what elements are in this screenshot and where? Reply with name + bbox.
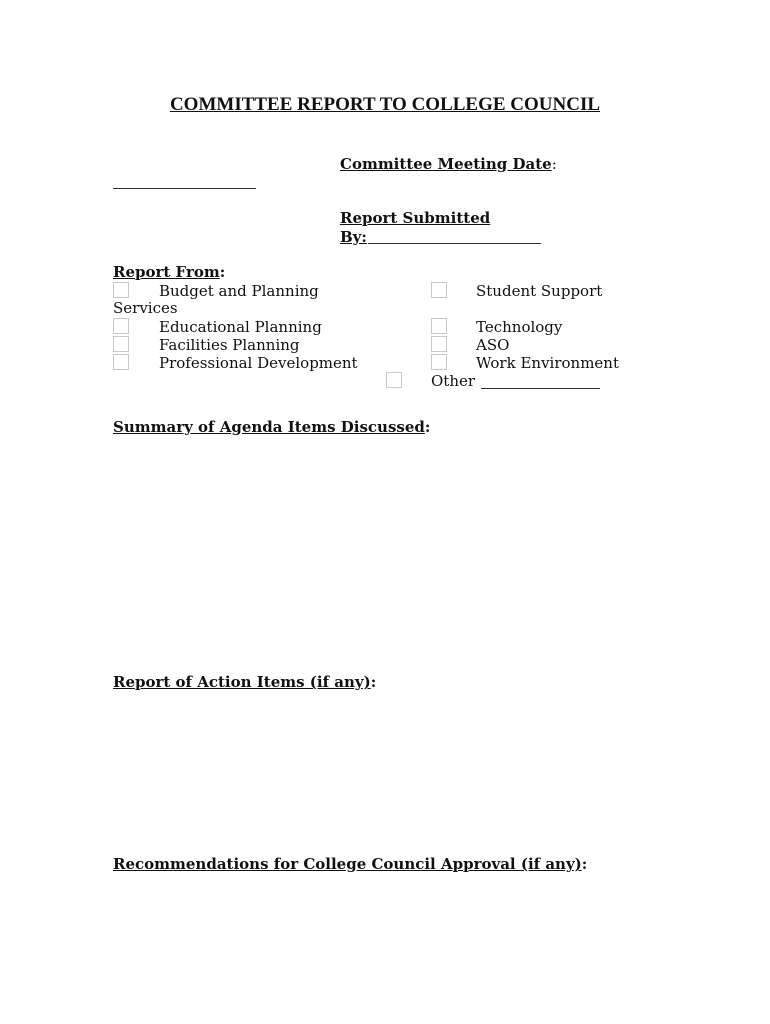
document-title: COMMITTEE REPORT TO COLLEGE COUNCIL xyxy=(169,94,601,115)
checkbox-educational-planning[interactable] xyxy=(113,318,129,334)
checkbox-work-environment[interactable] xyxy=(431,354,447,370)
action-heading xyxy=(113,673,376,691)
recommendations-colon: : xyxy=(581,855,588,873)
option-work-environment: Work Environment xyxy=(476,354,619,372)
option-student-support: Student Support xyxy=(476,282,603,300)
other-field[interactable] xyxy=(481,388,600,389)
recommendations-heading xyxy=(113,855,587,873)
option-budget-line1: Budget and Planning xyxy=(159,282,319,300)
option-professional-development: Professional Development xyxy=(159,354,358,372)
submitted-by-field[interactable] xyxy=(368,243,541,244)
meeting-date-row xyxy=(340,155,557,173)
submitted-label-line1: Report Submitted xyxy=(340,209,491,227)
report-from-label: Report From xyxy=(113,263,220,281)
checkbox-professional-development[interactable] xyxy=(113,354,129,370)
checkbox-technology[interactable] xyxy=(431,318,447,334)
summary-label: Summary of Agenda Items Discussed xyxy=(113,418,425,436)
report-from-heading xyxy=(113,263,225,281)
submitted-label-line2: By: xyxy=(340,228,367,246)
option-technology: Technology xyxy=(476,318,563,336)
recommendations-label: Recommendations for College Council Approval (if any) xyxy=(113,855,582,873)
option-budget-line2: Services xyxy=(113,299,178,317)
summary-heading xyxy=(113,418,430,436)
action-label: Report of Action Items (if any) xyxy=(113,673,371,691)
meeting-date-colon: : xyxy=(551,155,557,173)
summary-colon: : xyxy=(424,418,431,436)
checkbox-budget-planning[interactable] xyxy=(113,282,129,298)
report-from-colon: : xyxy=(219,263,226,281)
meeting-date-field[interactable] xyxy=(113,188,256,189)
option-other: Other xyxy=(431,372,476,390)
checkbox-aso[interactable] xyxy=(431,336,447,352)
option-educational-planning: Educational Planning xyxy=(159,318,322,336)
option-facilities-planning: Facilities Planning xyxy=(159,336,300,354)
checkbox-student-support[interactable] xyxy=(431,282,447,298)
checkbox-other[interactable] xyxy=(386,372,402,388)
checkbox-facilities-planning[interactable] xyxy=(113,336,129,352)
option-aso: ASO xyxy=(476,336,510,354)
meeting-date-label: Committee Meeting Date xyxy=(340,155,552,173)
action-colon: : xyxy=(370,673,377,691)
